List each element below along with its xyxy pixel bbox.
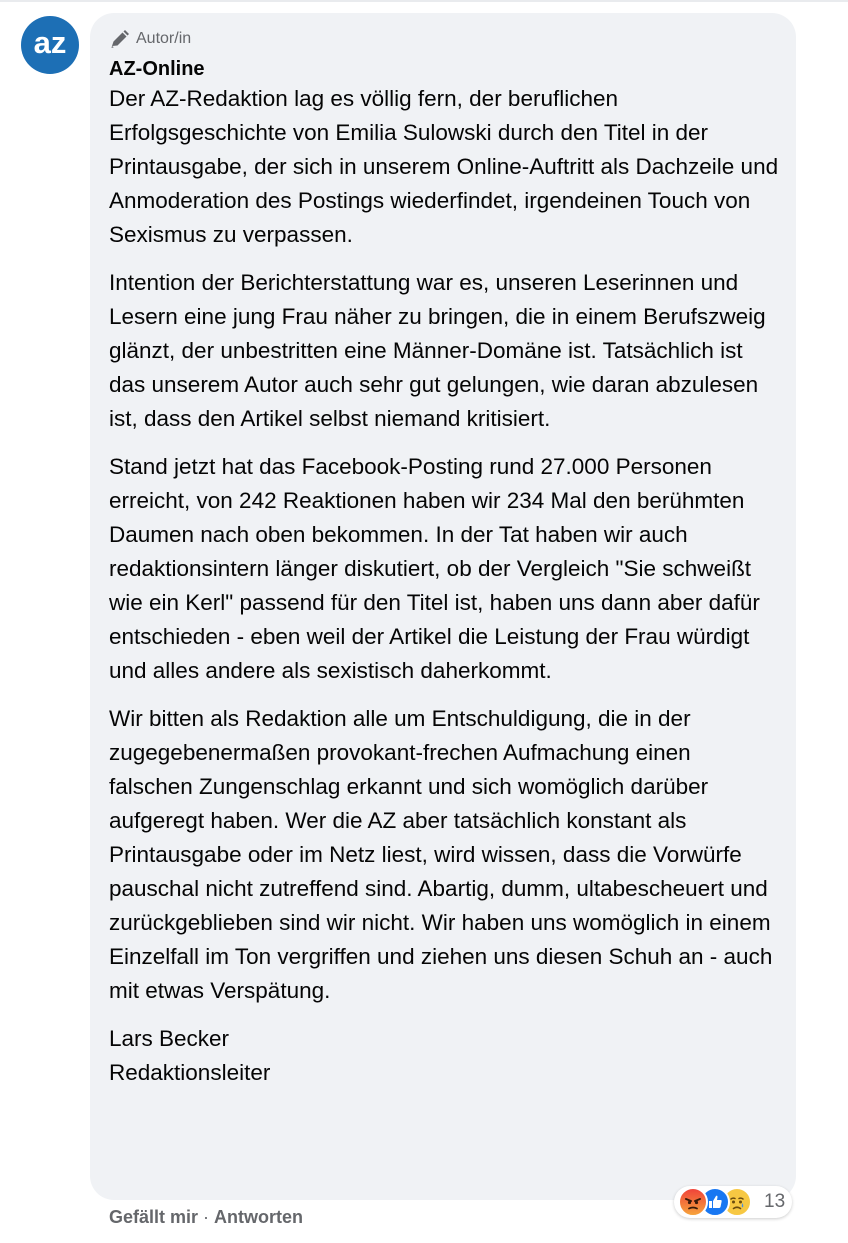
angry-emoji-icon xyxy=(678,1187,708,1217)
comment-actions xyxy=(109,1207,303,1228)
reactions-summary[interactable] xyxy=(674,1186,792,1218)
action-separator: · xyxy=(203,1207,210,1227)
like-button[interactable]: Gefällt mir xyxy=(109,1207,199,1227)
comment-paragraph: Der AZ-Redaktion lag es völlig fern, der beruflichen Erfolgsgeschichte von Emilia Sulowski durch den Titel in der Printausgabe, der sich in unserem Online-Auftritt als Dachzeile und Anmoderation des Postings wiederfindet, irgendeinen Touch von Sexismus zu verpassen. xyxy=(109,86,779,247)
signature xyxy=(109,1022,779,1090)
top-divider xyxy=(0,0,848,2)
comment-paragraph: Wir bitten als Redaktion alle um Entschuldigung, die in der zugegebenermaßen provokant-frechen Aufmachung einen falschen Zungenschlag erkannt und sich womöglich darüber aufgeregt haben. Wer die AZ aber tatsächlich konstant als Printausgabe oder im Netz liest, wird wissen, dass die Vorwürfe pauschal nicht zutreffend sind. Abartig, dumm, ultabescheuert und zurückgeblieben sind wir nicht. Wir haben uns womöglich in einem Einzelfall im Ton vergriffen und ziehen uns diesen Schuh an - auch mit etwas Verspätung. xyxy=(109,706,773,1003)
reply-button[interactable]: Antworten xyxy=(214,1207,304,1227)
signature-title: Redaktionsleiter xyxy=(109,1060,271,1085)
reaction-count: 13 xyxy=(764,1191,786,1212)
pencil-icon xyxy=(109,30,130,49)
comment-bubble xyxy=(90,13,796,1200)
signature-name: Lars Becker xyxy=(109,1026,230,1051)
comment-paragraph: Intention der Berichterstattung war es, unseren Leserinnen und Lesern eine jung Frau näher zu bringen, die in einem Berufszweig glänzt, der unbestritten eine Männer-Domäne ist. Tatsächlich ist das unserem Autor auch sehr gut gelungen, wie daran abzulesen ist, dass den Artikel selbst niemand kritisiert. xyxy=(109,270,766,431)
author-badge xyxy=(109,27,776,51)
author-name-link[interactable]: AZ-Online xyxy=(109,58,205,80)
author-badge-label: Autor/in xyxy=(136,30,192,47)
avatar-logo-text: az xyxy=(33,25,67,60)
comment-paragraph: Stand jetzt hat das Facebook-Posting rund 27.000 Personen erreicht, von 242 Reaktionen haben wir 234 Mal den berühmten Daumen nach oben bekommen. In der Tat haben wir auch redaktionsintern länger diskutiert, ob der Vergleich "Sie schweißt wie ein Kerl" passend für den Titel ist, haben uns dann aber dafür entschieden - eben weil der Artikel die Leistung der Frau würdigt und alles andere als sexistisch daherkommt. xyxy=(109,454,760,683)
avatar[interactable] xyxy=(21,16,79,74)
